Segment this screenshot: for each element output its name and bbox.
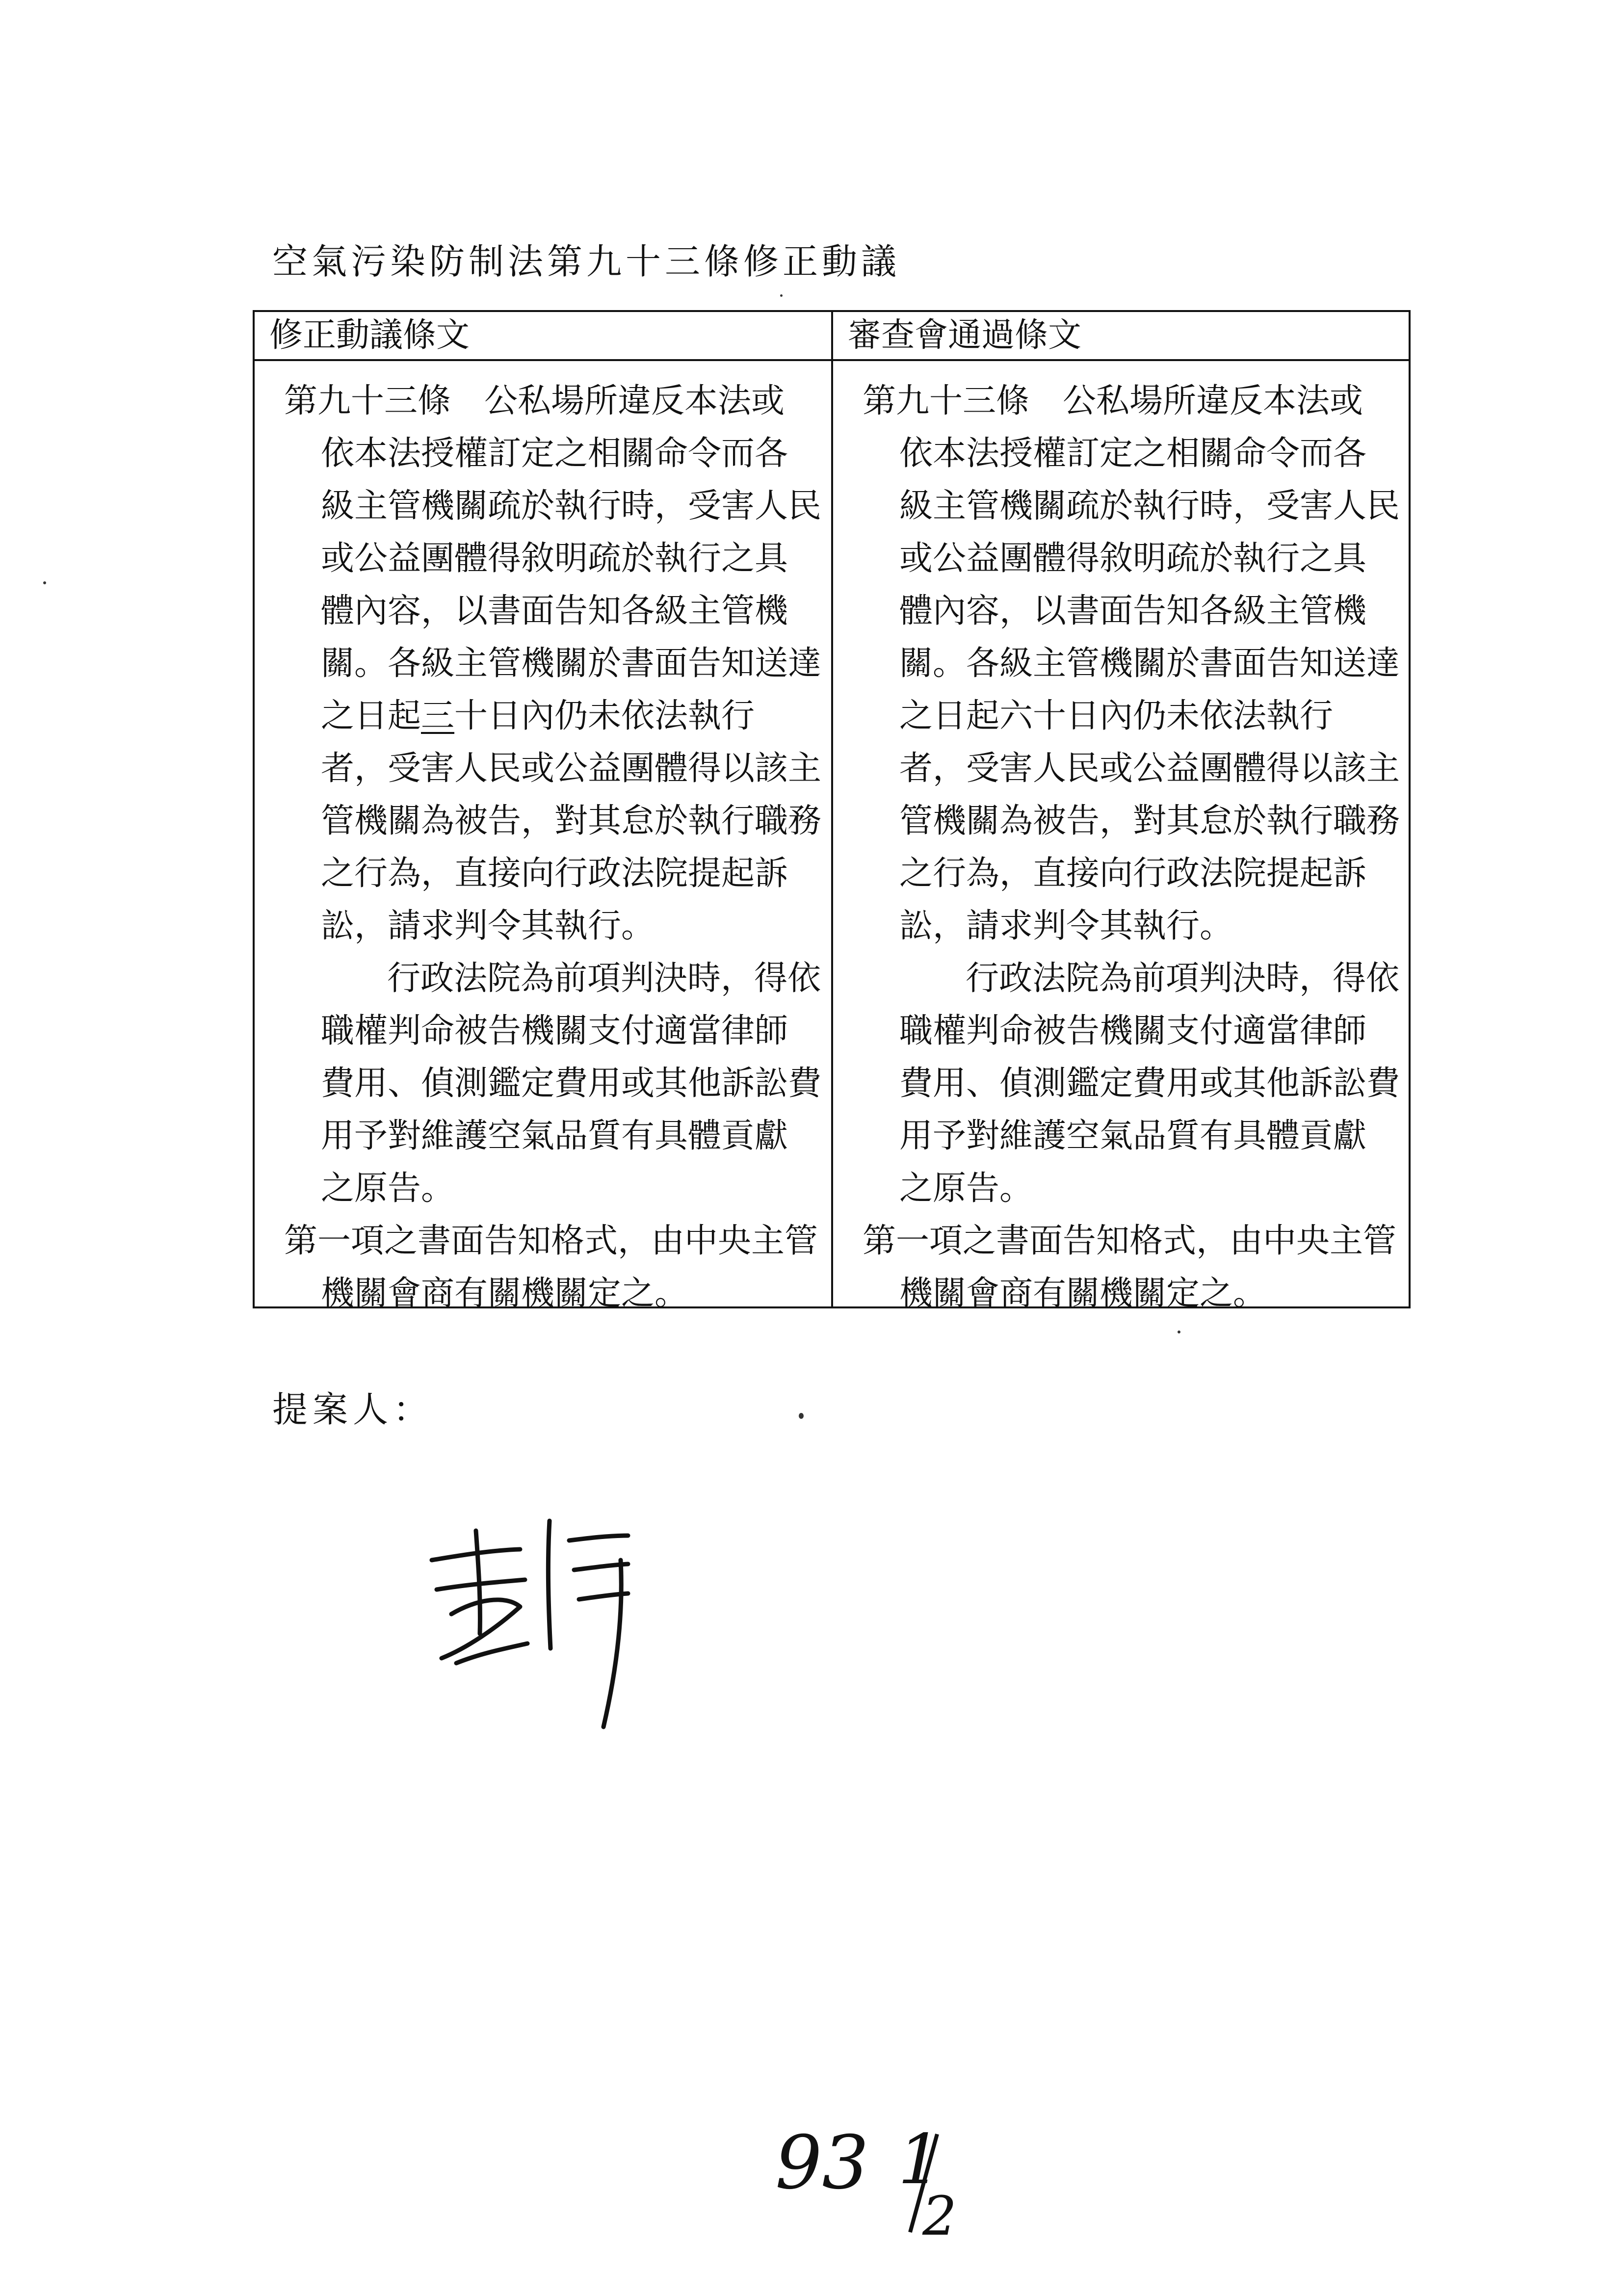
- article-line: 者，受害人民或公益團體得以該主: [321, 749, 822, 788]
- article-line: 之原告。: [899, 1169, 1033, 1208]
- article-line: 者，受害人民或公益團體得以該主: [899, 749, 1400, 788]
- page-mark-drawing: [775, 2124, 981, 2242]
- article-line: 第一項之書面告知格式，由中央主管: [863, 1222, 1397, 1260]
- article-line: 管機關為被告，對其怠於執行職務: [899, 802, 1400, 840]
- article-line: 級主管機關疏於執行時，受害人民: [321, 487, 822, 525]
- article-line: 或公益團體得敘明疏於執行之具: [899, 539, 1367, 578]
- article-line: 管機關為被告，對其怠於執行職務: [321, 802, 822, 840]
- article-line: 關。各級主管機關於書面告知送達: [899, 644, 1400, 683]
- proposer-label: 提案人：: [272, 1389, 434, 1430]
- article-line: 用予對維護空氣品質有具體貢獻: [899, 1117, 1367, 1155]
- committee-column-header: 審查會通過條文: [833, 312, 1410, 361]
- article-line: 依本法授權訂定之相關命令而各: [321, 434, 788, 473]
- fraction-numerator: 1: [898, 2124, 942, 2200]
- scan-speck: [1178, 1331, 1180, 1333]
- article-line: 體內容，以書面告知各級主管機: [899, 592, 1367, 630]
- handwritten-page-mark: [775, 2124, 981, 2244]
- committee-column-body: [833, 361, 1410, 1320]
- article-line: [284, 690, 821, 742]
- fraction-denominator: 2: [922, 2185, 957, 2242]
- article-line-segment: 十日內仍未依法執行: [454, 697, 755, 735]
- article-line: 行政法院為前項判決時，得依: [966, 959, 1400, 998]
- signature: [422, 1501, 648, 1737]
- article-line: 之行為，直接向行政法院提起訴: [321, 854, 788, 893]
- article-line: 機關會商有關機關定之。: [899, 1274, 1267, 1313]
- article-line: 級主管機關疏於執行時，受害人民: [899, 487, 1400, 525]
- article-line: 機關會商有關機關定之。: [321, 1274, 688, 1313]
- article-line: 第九十三條 公私場所違反本法或: [863, 382, 1363, 420]
- page-number: 93: [775, 2124, 869, 2206]
- document-title: 空氣污染防制法第九十三條修正動議: [272, 241, 901, 282]
- article-line: 第一項之書面告知格式，由中央主管: [284, 1222, 818, 1260]
- scan-speck: [43, 581, 46, 584]
- article-line: 行政法院為前項判決時，得依: [387, 959, 821, 998]
- article-line: 職權判命被告機關支付適當律師: [899, 1012, 1367, 1050]
- article-line: 依本法授權訂定之相關命令而各: [899, 434, 1367, 473]
- article-line-segment: 之日起: [321, 697, 421, 735]
- article-line: 或公益團體得敘明疏於執行之具: [321, 539, 788, 578]
- amendment-column: [255, 312, 831, 1313]
- article-line: 之原告。: [321, 1169, 455, 1208]
- comparison-table: [253, 310, 1411, 1313]
- scan-speck: [780, 294, 783, 297]
- article-line: 費用、偵測鑑定費用或其他訴訟費: [321, 1064, 822, 1103]
- scan-speck: [799, 1413, 804, 1419]
- article-line: 第九十三條 公私場所違反本法或: [284, 382, 785, 420]
- article-line: 職權判命被告機關支付適當律師: [321, 1012, 788, 1050]
- article-line: 費用、偵測鑑定費用或其他訴訟費: [899, 1064, 1400, 1103]
- committee-column: [831, 312, 1410, 1313]
- article-line: 用予對維護空氣品質有具體貢獻: [321, 1117, 788, 1155]
- article-line: 體內容，以書面告知各級主管機: [321, 592, 788, 630]
- article-line: 訟，請求判令其執行。: [899, 907, 1233, 945]
- article-line: 關。各級主管機關於書面告知送達: [321, 644, 822, 683]
- underlined-change: 三: [421, 697, 455, 735]
- article-line: 之行為，直接向行政法院提起訴: [899, 854, 1367, 893]
- article-line: 之日起六十日內仍未依法執行: [899, 697, 1334, 735]
- amendment-column-body: [255, 361, 831, 1320]
- article-line: 訟，請求判令其執行。: [321, 907, 655, 945]
- amendment-column-header: 修正動議條文: [255, 312, 831, 361]
